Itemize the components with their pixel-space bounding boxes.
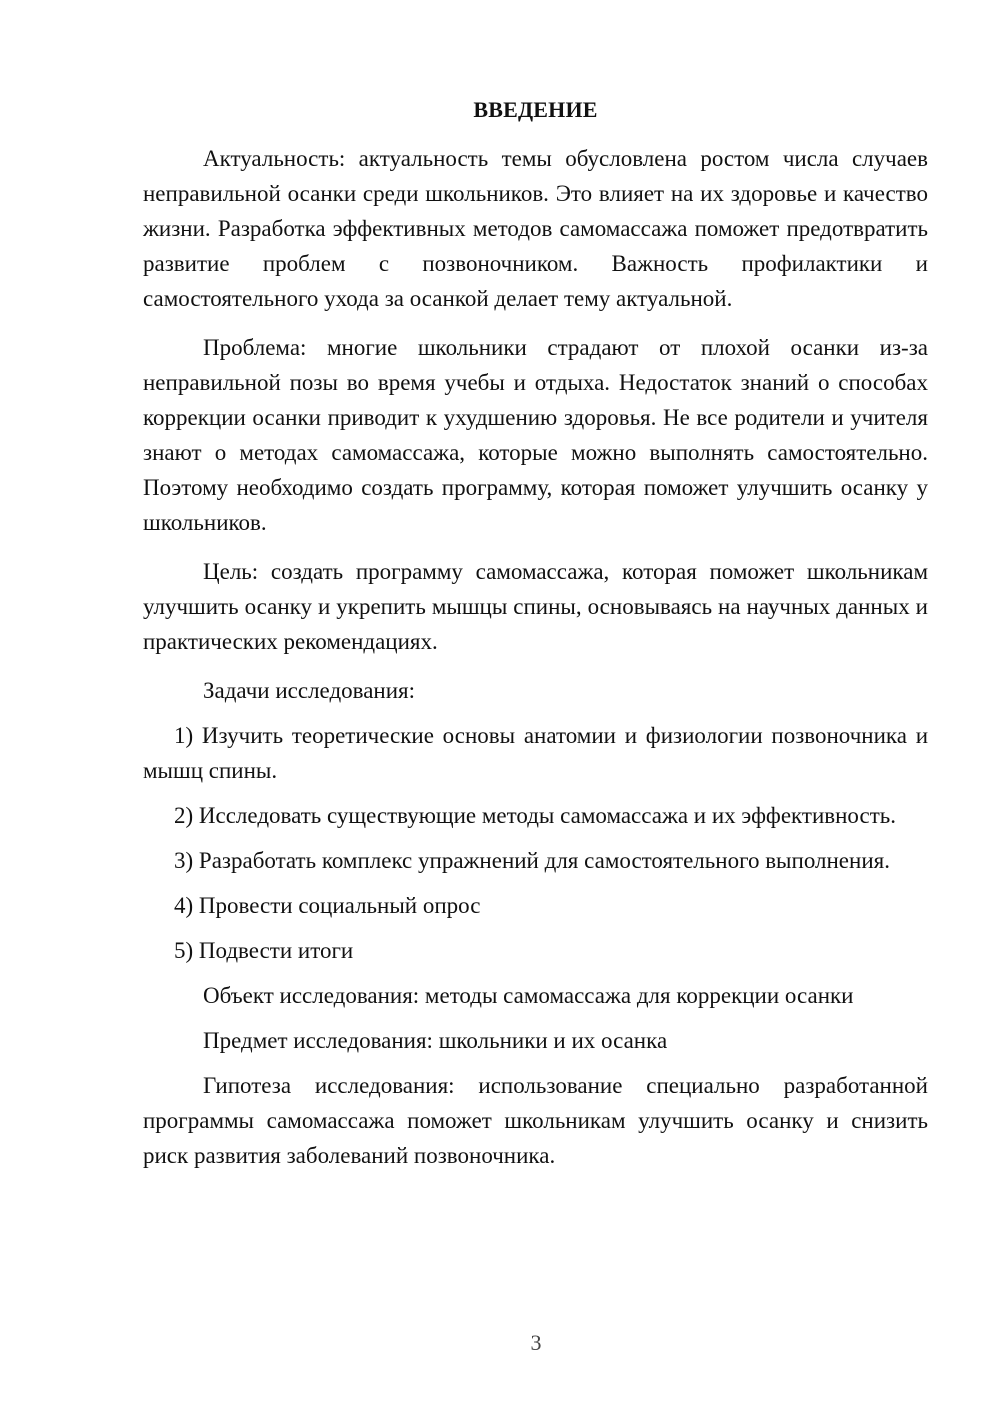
task-item: 5) Подвести итоги <box>174 938 354 963</box>
subject-paragraph: Предмет исследования: школьники и их осанка <box>203 1028 668 1053</box>
goal-paragraph: Цель: создать программу самомассажа, которая поможет школьникам улучшить осанку и укрепить мышцы спины, основываясь на научных данных и практических рекомендациях. <box>143 559 928 654</box>
problem-paragraph: Проблема: многие школьники страдают от плохой осанки из-за неправильной позы во время учебы и отдыха. Недостаток знаний о способах коррекции осанки приводит к ухудшению здоровья. Не все родители и учителя знают о методах самомассажа, которые можно выполнять самостоятельно. Поэтому необходимо создать программу, которая поможет улучшить осанку у школьников. <box>143 335 928 535</box>
task-item: 4) Провести социальный опрос <box>174 893 481 918</box>
hypothesis-paragraph: Гипотеза исследования: использование специально разработанной программы самомассажа поможет школьникам улучшить осанку и снизить риск развития заболеваний позвоночника. <box>143 1073 928 1168</box>
task-item: 1) Изучить теоретические основы анатомии и физиологии позвоночника и мышц спины. <box>143 723 928 783</box>
relevance-paragraph: Актуальность: актуальность темы обусловлена ростом числа случаев неправильной осанки среди школьников. Это влияет на их здоровье и качество жизни. Разработка эффективных методов самомассажа поможет предотвратить развитие проблем с позвоночником. Важность профилактики и самостоятельного ухода за осанкой делает тему актуальной. <box>143 146 928 311</box>
document-page <box>143 92 928 1183</box>
tasks-list <box>143 718 928 968</box>
task-item: 3) Разработать комплекс упражнений для самостоятельного выполнения. <box>174 848 890 873</box>
object-paragraph: Объект исследования: методы самомассажа для коррекции осанки <box>203 983 854 1008</box>
tasks-label: Задачи исследования: <box>203 678 416 703</box>
task-item: 2) Исследовать существующие методы самомассажа и их эффективность. <box>174 803 897 828</box>
page-number: 3 <box>530 1330 542 1355</box>
page-title: ВВЕДЕНИЕ <box>473 97 598 122</box>
